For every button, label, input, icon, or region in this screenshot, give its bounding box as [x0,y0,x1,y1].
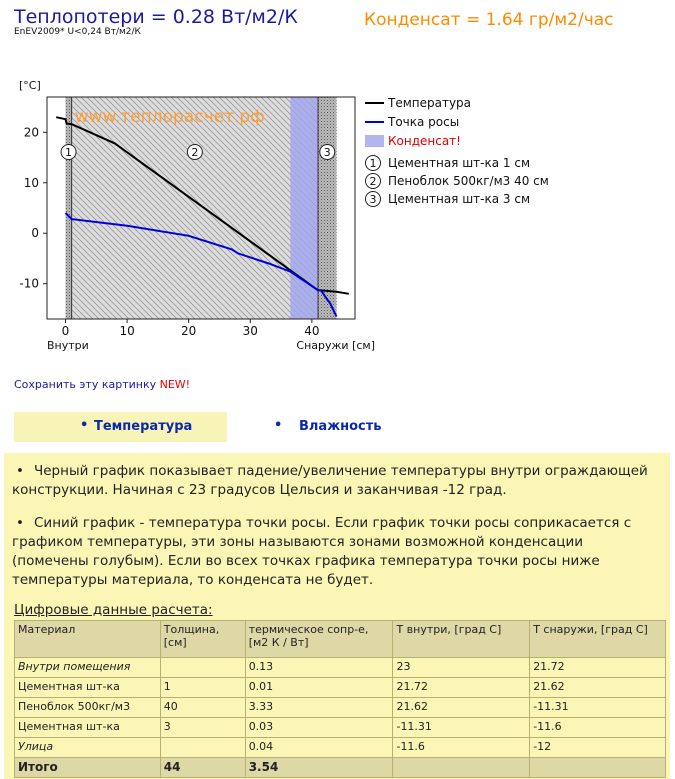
table-cell [160,658,245,678]
bullet-icon: • [16,515,24,531]
temperature-chart [0,76,675,351]
table-cell: 21.62 [530,678,666,698]
table-cell: -12 [530,738,666,758]
legend-layer-number: 2 [369,175,377,188]
table-cell [530,758,666,778]
bullet-icon: • [80,418,89,433]
x-axis-label: Снаружи [см] [296,339,375,351]
table-row [15,698,666,718]
table-cell: -11.31 [393,718,530,738]
table-cell: 3 [160,718,245,738]
tab-humidity[interactable] [262,412,412,442]
y-tick-label: 10 [23,175,39,190]
x-tick-label: 30 [242,324,258,338]
x-tick-label: 40 [304,324,320,338]
calc-table [14,620,666,778]
legend-layer-number: 3 [369,193,377,206]
legend-layer-label: Цементная шт-ка 3 см [388,192,531,206]
table-cell: 0.01 [245,678,393,698]
tab-temperature[interactable] [14,412,227,442]
table-cell: T внутри, [град C] [393,621,530,658]
new-badge: NEW! [159,378,191,391]
x-tick-label: 20 [181,324,197,338]
x-tick-label: 0 [61,324,70,338]
y-tick-label: -10 [19,276,39,291]
table-row [15,678,666,698]
standard-note: EnEV2009* U<0,24 Вт/м2/К [14,27,141,37]
table-cell: 21.62 [393,698,530,718]
watermark: www.теплорасчет.рф [74,107,265,127]
x-start-label: Внутри [47,339,89,351]
table-cell: Итого [15,758,161,778]
layer-band [318,97,336,319]
save-image-row [14,378,190,391]
plot-area [19,79,375,351]
table-cell: 1 [160,678,245,698]
table-cell: Цементная шт-ка [15,718,161,738]
chart-legend [365,96,549,207]
layer-marker-label: 1 [65,146,73,159]
table-cell: Пеноблок 500кг/м3 [15,698,161,718]
table-header-row [15,621,666,658]
table-cell: Внутри помещения [15,658,161,678]
info-paragraph-dewpoint [12,514,662,590]
table-cell: -11.31 [530,698,666,718]
table-cell: Улица [15,738,161,758]
table-cell: 40 [160,698,245,718]
table-row [15,738,666,758]
table-cell: 23 [393,658,530,678]
data-heading: Цифровые данные расчета: [14,602,213,618]
table-cell: 0.04 [245,738,393,758]
legend-layer-label: Пеноблок 500кг/м3 40 см [388,174,549,188]
y-tick-label: 20 [23,125,39,140]
table-cell: 21.72 [530,658,666,678]
table-row [15,718,666,738]
table-cell [393,758,530,778]
table-cell: 0.03 [245,718,393,738]
condensate-zone [290,97,318,319]
legend-layer-label: Цементная шт-ка 1 см [388,156,531,170]
legend-layer-number: 1 [369,157,377,170]
table-cell: -11.6 [530,718,666,738]
info-text-dewpoint: Синий график - температура точки росы. Если график точки росы соприкасается с графиком температуры, эти зоны называются зонами возможной конденсации (помечены голубым). Если во всех точках графика температура точки росы ниже температуры материала, то конденсата не будет. [12,515,632,588]
tab-humidity-label: Влажность [299,419,382,434]
table-cell: Цементная шт-ка [15,678,161,698]
condensate-value: Конденсат = 1.64 гр/м2/час [364,10,614,30]
table-cell: 21.72 [393,678,530,698]
info-panel [4,453,670,779]
heat-loss-title: Теплопотери = 0.28 Вт/м2/К [14,6,298,28]
info-paragraph-temperature [12,462,662,500]
table-cell: 44 [160,758,245,778]
table-cell: Материал [15,621,161,658]
legend-label: Температура [388,96,472,110]
y-tick-label: 0 [31,226,39,241]
layer-marker-label: 2 [191,146,199,159]
save-image-link[interactable]: Сохранить эту картинку [14,378,157,391]
table-total-row [15,758,666,778]
info-text-temperature: Черный график показывает падение/увеличение температуры внутри ограждающей конструкции. Начиная с 23 градусов Цельсия и заканчивая -12 град. [12,463,648,498]
legend-label: Конденсат! [388,134,461,148]
legend-label: Точка росы [388,115,460,129]
legend-swatch [365,135,384,147]
table-cell: 3.33 [245,698,393,718]
y-axis-label: [°C] [19,79,41,92]
table-cell: Толщина, [см] [160,621,245,658]
bullet-icon: • [274,418,283,433]
table-cell: -11.6 [393,738,530,758]
bullet-icon: • [16,463,24,479]
table-cell: термическое сопр-е, [м2 К / Вт] [245,621,393,658]
layer-band [65,97,71,319]
layer-marker-label: 3 [323,146,331,159]
table-cell [160,738,245,758]
table-cell: 3.54 [245,758,393,778]
tab-temperature-label: Температура [94,419,193,434]
layer-band [72,97,318,319]
table-cell: 0.13 [245,658,393,678]
table-cell: T снаружи, [град C] [530,621,666,658]
table-row [15,658,666,678]
x-tick-label: 10 [119,324,135,338]
